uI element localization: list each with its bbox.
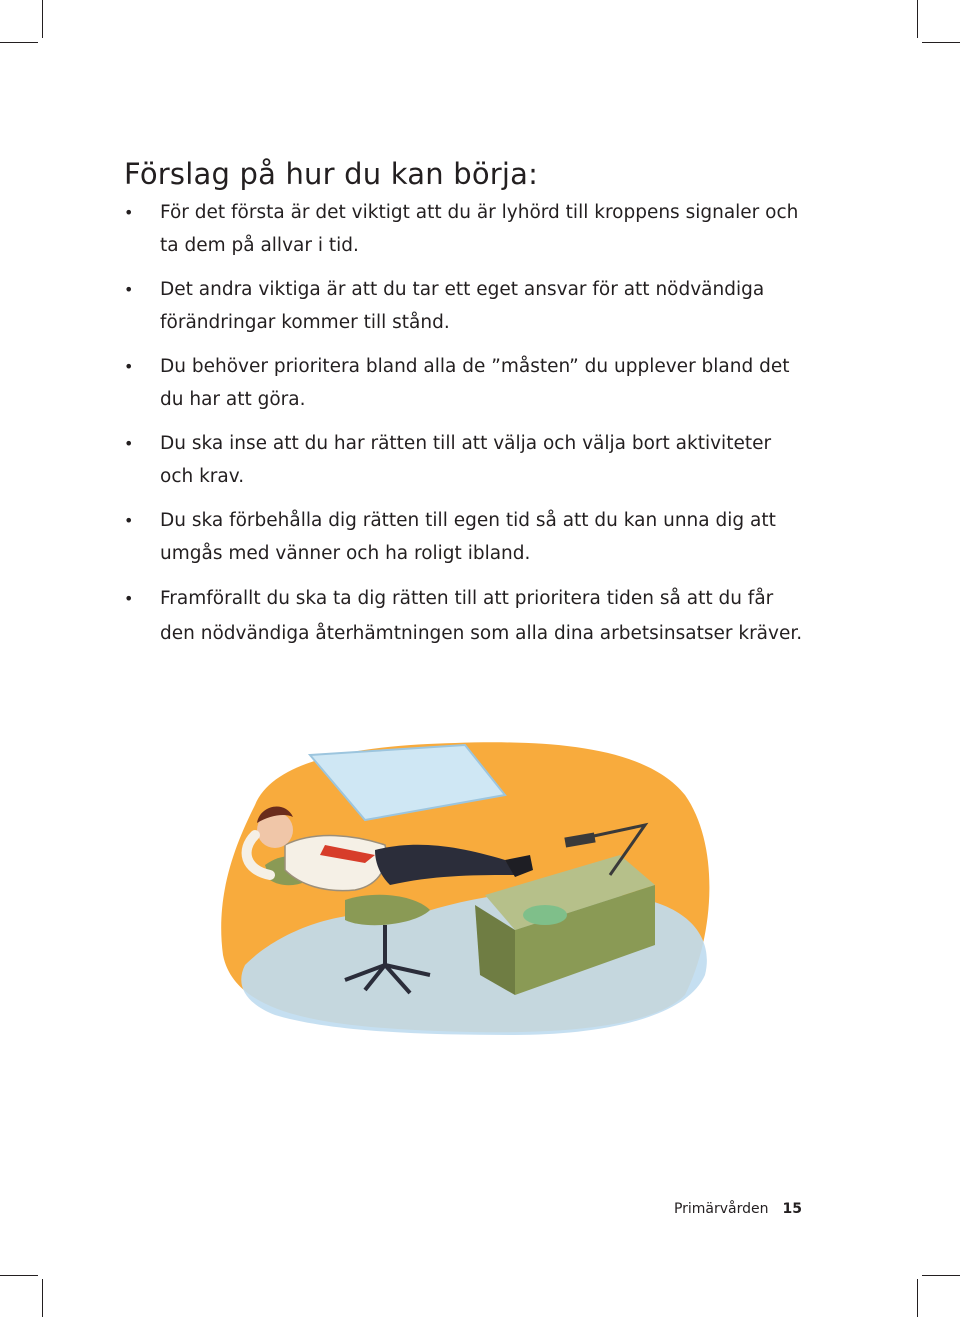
page-footer <box>674 1201 802 1217</box>
page-title: Förslag på hur du kan börja: <box>124 157 539 192</box>
phone <box>523 905 567 925</box>
list-item <box>124 196 804 262</box>
list-item-text: Du ska inse att du har rätten till att välja och välja bort aktiviteter och krav. <box>160 433 772 487</box>
man-resting-at-desk-illustration <box>215 735 735 1045</box>
crop-mark <box>917 0 918 38</box>
list-item <box>124 581 804 651</box>
bullet-icon: • <box>124 511 134 530</box>
crop-mark <box>0 42 38 43</box>
list-item-text: För det första är det viktigt att du är lyhörd till kroppens signaler och ta dem på allvar i tid. <box>160 202 799 256</box>
list-item <box>124 273 804 339</box>
list-item <box>124 427 804 493</box>
bullet-icon: • <box>124 357 134 376</box>
bullet-icon: • <box>124 434 134 453</box>
crop-mark <box>922 1275 960 1276</box>
page-number: 15 <box>782 1201 802 1217</box>
bullet-icon: • <box>124 203 134 222</box>
footer-section: Primärvården <box>673 1201 769 1217</box>
list-item-text: Framförallt du ska ta dig rätten till att prioritera tiden så att du får den nödvändiga återhämtningen som alla dina arbetsinsatser kräver. <box>160 588 803 644</box>
bullet-icon: • <box>124 280 134 299</box>
list-item <box>124 350 804 416</box>
crop-mark <box>917 1279 918 1317</box>
bullet-icon: • <box>124 589 134 608</box>
crop-mark <box>0 1275 38 1276</box>
list-item-text: Du behöver prioritera bland alla de ”måsten” du upplever bland det du har att göra. <box>160 356 790 410</box>
crop-mark <box>922 42 960 43</box>
crop-mark <box>42 0 43 38</box>
crop-mark <box>42 1279 43 1317</box>
list-item-text: Det andra viktiga är att du tar ett eget ansvar för att nödvändiga förändringar kommer till stånd. <box>160 279 765 333</box>
list-item-text: Du ska förbehålla dig rätten till egen tid så att du kan unna dig att umgås med vänner och ha roligt ibland. <box>160 510 776 564</box>
bullet-list <box>124 196 804 662</box>
list-item <box>124 504 804 570</box>
